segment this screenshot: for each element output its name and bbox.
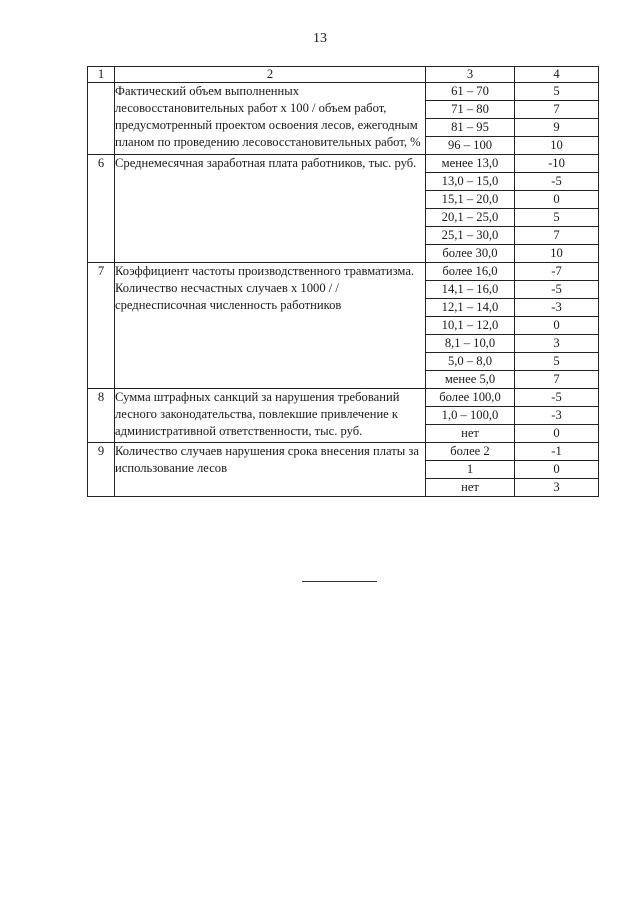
value-range: более 100,0 [426, 389, 515, 407]
value-range: 10,1 – 12,0 [426, 317, 515, 335]
value-range: 8,1 – 10,0 [426, 335, 515, 353]
score-value: 3 [515, 479, 599, 497]
header-col-3: 3 [426, 67, 515, 83]
table-header-row [88, 67, 599, 83]
criterion-number [88, 83, 115, 155]
score-value: 10 [515, 137, 599, 155]
criterion-description: Коэффициент частоты производственного травматизма. Количество несчастных случаев х 1000 / / среднесписочная численность работников [115, 263, 426, 389]
score-value: -5 [515, 281, 599, 299]
value-range: 12,1 – 14,0 [426, 299, 515, 317]
criterion-number: 8 [88, 389, 115, 443]
value-range: 25,1 – 30,0 [426, 227, 515, 245]
table-row [88, 83, 599, 101]
value-range: более 2 [426, 443, 515, 461]
criteria-table [87, 66, 599, 497]
score-value: 0 [515, 425, 599, 443]
score-value: 5 [515, 353, 599, 371]
value-range: менее 13,0 [426, 155, 515, 173]
value-range: нет [426, 479, 515, 497]
criterion-description: Среднемесячная заработная плата работников, тыс. руб. [115, 155, 426, 263]
criterion-number: 9 [88, 443, 115, 497]
score-value: -3 [515, 299, 599, 317]
value-range: 71 – 80 [426, 101, 515, 119]
header-col-1: 1 [88, 67, 115, 83]
end-of-document-line [302, 581, 377, 582]
criterion-description: Сумма штрафных санкций за нарушения требований лесного законодательства, повлекшие привлечение к административной ответственности, тыс. руб. [115, 389, 426, 443]
header-col-2: 2 [115, 67, 426, 83]
criterion-description: Фактический объем выполненных лесовосстановительных работ х 100 / объем работ, предусмотренный проектом освоения лесов, ежегодным планом по проведению лесовосстановительных работ, % [115, 83, 426, 155]
value-range: более 30,0 [426, 245, 515, 263]
criterion-number: 6 [88, 155, 115, 263]
value-range: более 16,0 [426, 263, 515, 281]
table-row [88, 155, 599, 173]
value-range: 61 – 70 [426, 83, 515, 101]
score-value: -10 [515, 155, 599, 173]
score-value: -7 [515, 263, 599, 281]
value-range: 1 [426, 461, 515, 479]
criterion-description: Количество случаев нарушения срока внесения платы за использование лесов [115, 443, 426, 497]
page-number: 13 [313, 31, 327, 46]
table-row [88, 443, 599, 461]
value-range: 81 – 95 [426, 119, 515, 137]
score-value: 5 [515, 209, 599, 227]
score-value: -5 [515, 389, 599, 407]
score-value: -3 [515, 407, 599, 425]
table-row [88, 263, 599, 281]
value-range: 14,1 – 16,0 [426, 281, 515, 299]
score-value: 0 [515, 191, 599, 209]
value-range: 13,0 – 15,0 [426, 173, 515, 191]
score-value: 7 [515, 227, 599, 245]
score-value: 0 [515, 461, 599, 479]
criterion-number: 7 [88, 263, 115, 389]
score-value: -5 [515, 173, 599, 191]
value-range: нет [426, 425, 515, 443]
value-range: 5,0 – 8,0 [426, 353, 515, 371]
score-value: -1 [515, 443, 599, 461]
score-value: 10 [515, 245, 599, 263]
value-range: 96 – 100 [426, 137, 515, 155]
value-range: менее 5,0 [426, 371, 515, 389]
value-range: 20,1 – 25,0 [426, 209, 515, 227]
value-range: 1,0 – 100,0 [426, 407, 515, 425]
score-value: 7 [515, 101, 599, 119]
score-value: 5 [515, 83, 599, 101]
score-value: 0 [515, 317, 599, 335]
header-col-4: 4 [515, 67, 599, 83]
score-value: 9 [515, 119, 599, 137]
score-value: 3 [515, 335, 599, 353]
table-row [88, 389, 599, 407]
value-range: 15,1 – 20,0 [426, 191, 515, 209]
score-value: 7 [515, 371, 599, 389]
